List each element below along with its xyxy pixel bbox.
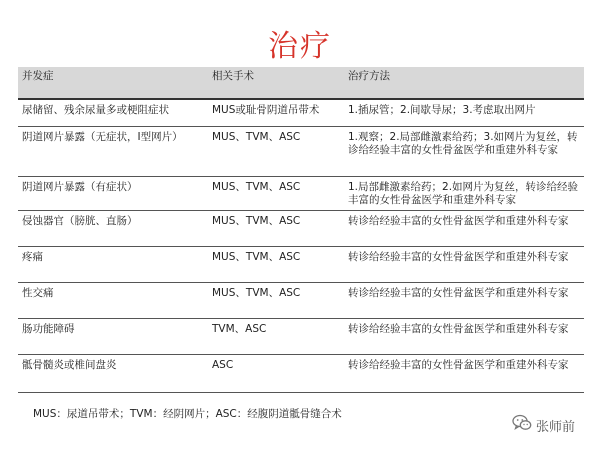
table-row	[18, 126, 584, 176]
cell-complication: 肠功能障碍	[18, 318, 208, 354]
cell-surgery: MUS、TVM、ASC	[208, 282, 344, 318]
cell-treatment: 转诊给经验丰富的女性骨盆医学和重建外科专家	[344, 246, 584, 282]
cell-treatment: 转诊给经验丰富的女性骨盆医学和重建外科专家	[344, 282, 584, 318]
cell-complication: 骶骨髓炎或椎间盘炎	[18, 354, 208, 392]
cell-treatment: 转诊给经验丰富的女性骨盆医学和重建外科专家	[344, 210, 584, 246]
watermark-author: 张师前	[536, 419, 576, 435]
wechat-watermark	[512, 414, 575, 436]
cell-surgery: MUS、TVM、ASC	[208, 210, 344, 246]
cell-surgery: MUS、TVM、ASC	[208, 246, 344, 282]
cell-complication: 阴道网片暴露（无症状，I型网片）	[18, 126, 208, 176]
cell-complication: 疼痛	[18, 246, 208, 282]
cell-treatment: 1.局部雌激素给药；2.如网片为复丝，转诊给经验丰富的女性骨盆医学和重建外科专家	[344, 176, 584, 210]
table-row	[18, 246, 584, 282]
table-row	[18, 318, 584, 354]
cell-surgery: MUS或耻骨阴道吊带术	[208, 99, 344, 126]
table-row	[18, 210, 584, 246]
page-title: 治疗	[268, 29, 332, 64]
header-complication: 并发症	[18, 67, 208, 99]
cell-complication: 阴道网片暴露（有症状）	[18, 176, 208, 210]
cell-surgery: TVM、ASC	[208, 318, 344, 354]
cell-complication: 尿储留、残余尿量多或梗阻症状	[18, 99, 208, 126]
cell-treatment: 1.观察；2.局部雌激素给药；3.如网片为复丝，转诊给经验丰富的女性骨盆医学和重建外科专家	[344, 126, 584, 176]
cell-treatment: 1.插尿管；2.间歇导尿；3.考虑取出网片	[344, 99, 584, 126]
table-row	[18, 354, 584, 392]
table-row	[18, 176, 584, 210]
cell-surgery: ASC	[208, 354, 344, 392]
header-treatment: 治疗方法	[344, 67, 584, 99]
abbreviation-footnote: MUS：尿道吊带术；TVM：经阴网片；ASC：经腹阴道骶骨缝合术	[33, 408, 342, 420]
complications-table	[18, 67, 584, 393]
header-related-surgery: 相关手术	[208, 67, 344, 99]
wechat-icon	[512, 414, 532, 436]
cell-complication: 性交痛	[18, 282, 208, 318]
table-row	[18, 99, 584, 126]
table-header-row	[18, 67, 584, 99]
cell-treatment: 转诊给经验丰富的女性骨盆医学和重建外科专家	[344, 318, 584, 354]
table-row	[18, 282, 584, 318]
cell-complication: 侵蚀器官（膀胱、直肠）	[18, 210, 208, 246]
cell-surgery: MUS、TVM、ASC	[208, 176, 344, 210]
cell-surgery: MUS、TVM、ASC	[208, 126, 344, 176]
cell-treatment: 转诊给经验丰富的女性骨盆医学和重建外科专家	[344, 354, 584, 392]
